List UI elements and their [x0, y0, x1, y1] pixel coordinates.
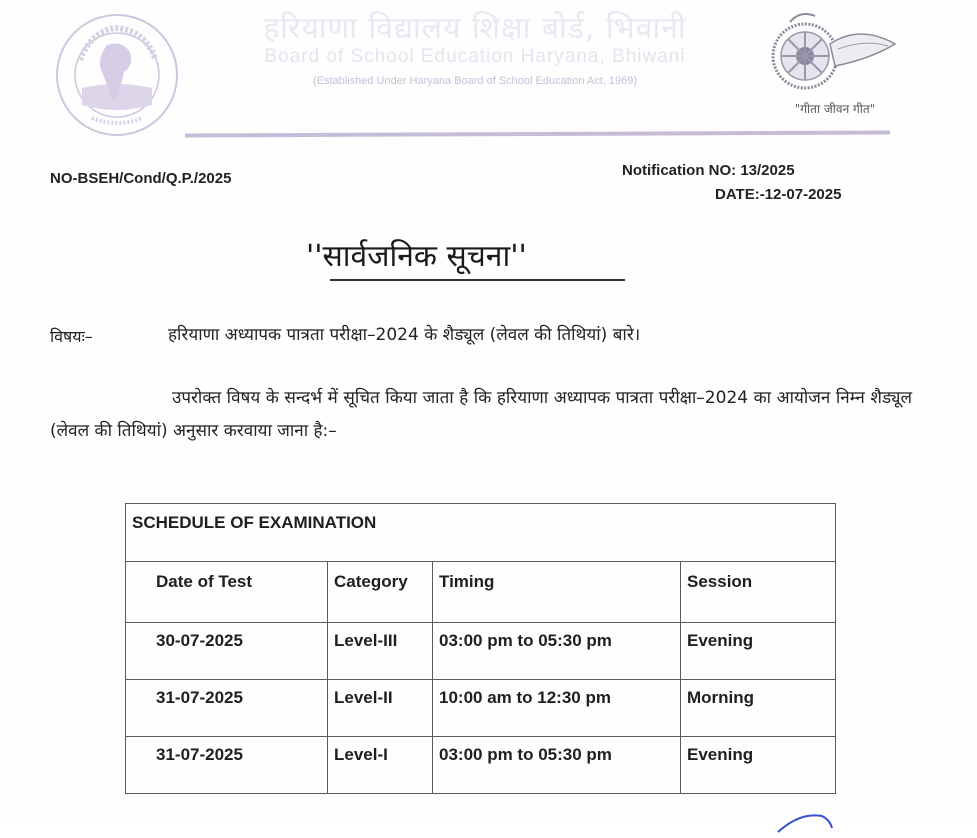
cell-category: Level-I [328, 737, 433, 794]
notification-number: Notification NO: 13/2025 [622, 162, 795, 179]
examination-schedule-table [125, 503, 836, 794]
reference-number: NO-BSEH/Cond/Q.P./2025 [50, 170, 232, 187]
body-paragraph: उपरोक्त विषय के सन्दर्भ में सूचित किया जाता है कि हरियाणा अध्यापक पात्रता परीक्षा–2024 का आयोजन निम्न शैड्यूल (लेवल की तिथियां) अनुसार करवाया जाना है:– [50, 388, 912, 441]
cell-timing: 10:00 am to 12:30 pm [433, 680, 681, 737]
table-caption: SCHEDULE OF EXAMINATION [126, 504, 836, 562]
board-name-english: Board of School Education Haryana, Bhiwani [264, 46, 686, 67]
seal-icon [52, 10, 182, 140]
table-row [126, 680, 836, 737]
header-category: Category [328, 562, 433, 623]
cell-session: Morning [681, 680, 836, 737]
board-established-line: (Established Under Haryana Board of School Education Act, 1969) [312, 75, 638, 87]
motto-text: "गीता जीवन गीत" [794, 102, 876, 116]
cell-category: Level-III [328, 623, 433, 680]
cell-date: 31-07-2025 [126, 680, 328, 737]
subject-label: विषयः– [50, 327, 93, 346]
table-caption-row [126, 504, 836, 562]
cell-timing: 03:00 pm to 05:30 pm [433, 623, 681, 680]
table-row [126, 623, 836, 680]
signature-stroke-icon [770, 808, 840, 838]
subject-text: हरियाणा अध्यापक पात्रता परीक्षा–2024 के शैड्यूल (लेवल की तिथियां) बारे। [168, 325, 641, 345]
header-timing: Timing [433, 562, 681, 623]
cell-category: Level-II [328, 680, 433, 737]
public-notice-title: ''सार्वजनिक सूचना'' [306, 239, 527, 274]
board-name-hindi: हरियाणा विद्यालय शिक्षा बोर्ड, भिवानी [263, 11, 687, 46]
title-underline [330, 279, 625, 281]
letterhead-divider [185, 130, 890, 137]
header-session: Session [681, 562, 836, 623]
cell-date: 31-07-2025 [126, 737, 328, 794]
gita-emblem-logo [760, 4, 900, 104]
cell-session: Evening [681, 737, 836, 794]
board-seal-logo [52, 10, 182, 140]
table-row [126, 737, 836, 794]
cell-session: Evening [681, 623, 836, 680]
conch-wheel-icon [760, 4, 900, 104]
notification-date: DATE:-12-07-2025 [715, 186, 842, 203]
header-date-of-test: Date of Test [126, 562, 328, 623]
table-header-row [126, 562, 836, 623]
cell-timing: 03:00 pm to 05:30 pm [433, 737, 681, 794]
cell-date: 30-07-2025 [126, 623, 328, 680]
